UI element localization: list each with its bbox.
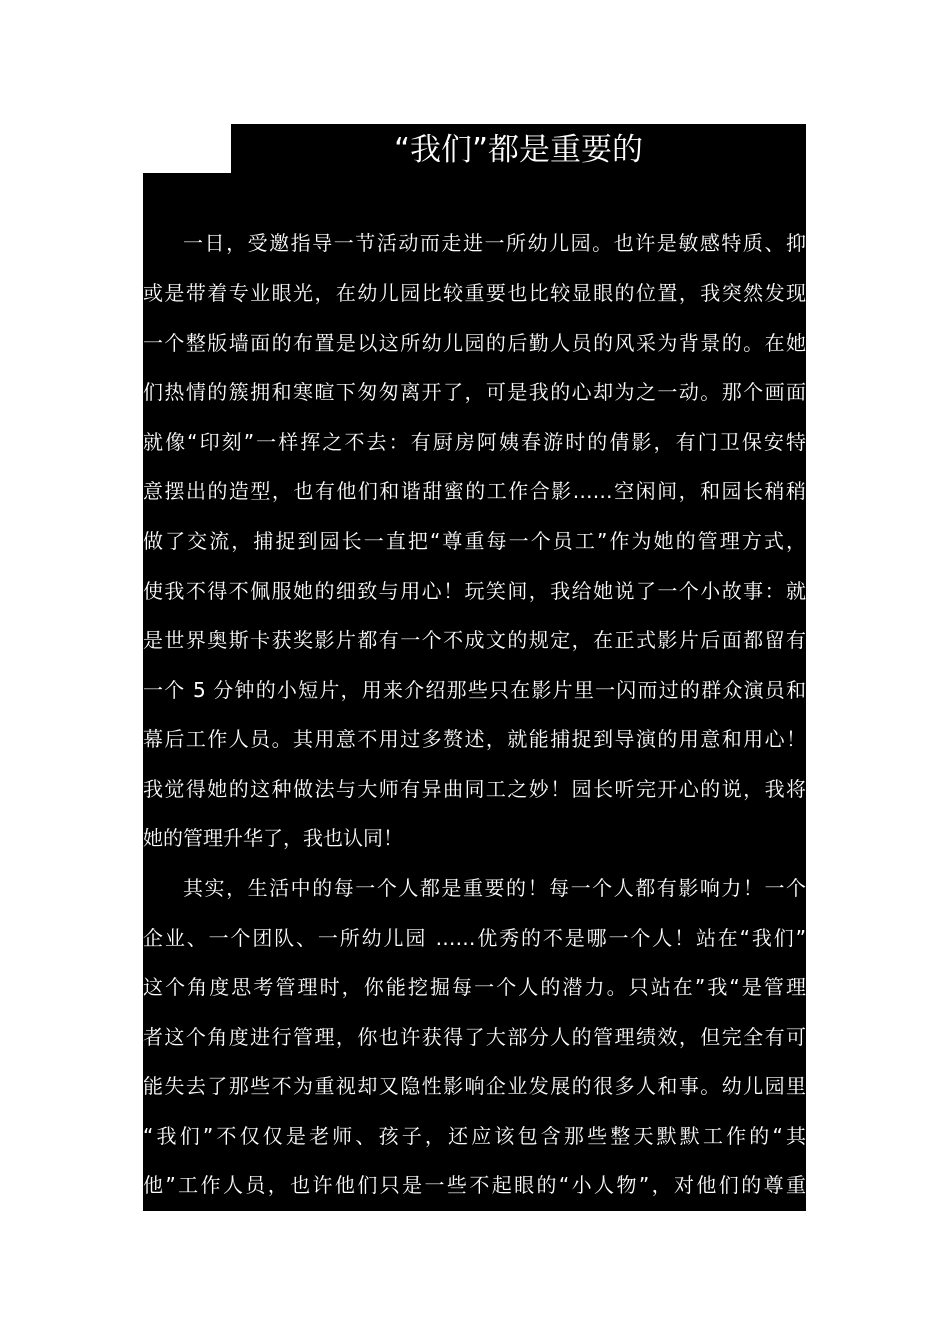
text-line: 她的管理升华了，我也认同！ xyxy=(143,826,403,850)
article-body xyxy=(143,173,806,1211)
text-line: 能失去了那些不为重视却又隐性影响企业发展的很多人和事。幼儿园里 xyxy=(143,1074,806,1098)
text-line: 或是带着专业眼光，在幼儿园比较重要也比较显眼的位置，我突然发现 xyxy=(143,281,806,305)
text-line: 做了交流，捕捉到园长一直把“尊重每一个员工”作为她的管理方式， xyxy=(143,529,806,553)
text-line: 一日，受邀指导一节活动而走进一所幼儿园。也许是敏感特质、抑 xyxy=(183,231,806,255)
title-bar xyxy=(231,124,806,173)
text-line: 其实，生活中的每一个人都是重要的！每一个人都有影响力！一个 xyxy=(183,876,806,900)
text-line: 就像“印刻”一样挥之不去：有厨房阿姨春游时的倩影，有门卫保安特 xyxy=(143,430,806,454)
text-line: 我觉得她的这种做法与大师有异曲同工之妙！园长听完开心的说，我将 xyxy=(143,777,806,801)
text-line: “我们”不仅仅是老师、孩子，还应该包含那些整天默默工作的“其 xyxy=(143,1124,806,1148)
page-title: “我们”都是重要的 xyxy=(393,132,644,168)
text-line: 是世界奥斯卡获奖影片都有一个不成文的规定，在正式影片后面都留有 xyxy=(143,628,806,652)
text-line: 幕后工作人员。其用意不用过多赘述，就能捕捉到导演的用意和用心！ xyxy=(143,727,806,751)
text-line: 一个整版墙面的布置是以这所幼儿园的后勤人员的风采为背景的。在她 xyxy=(143,331,806,355)
text-line: 使我不得不佩服她的细致与用心！玩笑间，我给她说了一个小故事：就 xyxy=(143,579,806,603)
text-line: 们热情的簇拥和寒暄下匆匆离开了，可是我的心却为之一动。那个画面 xyxy=(143,380,806,404)
text-line: 者这个角度进行管理，你也许获得了大部分人的管理绩效，但完全有可 xyxy=(143,1025,806,1049)
text-line: 一个 5 分钟的小短片，用来介绍那些只在影片里一闪而过的群众演员和 xyxy=(143,678,806,702)
text-line: 意摆出的造型，也有他们和谐甜蜜的工作合影……空闲间，和园长稍稍 xyxy=(143,479,806,503)
text-line: 他”工作人员，也许他们只是一些不起眼的“小人物”，对他们的尊重 xyxy=(143,1173,806,1197)
text-line: 这个角度思考管理时，你能挖掘每一个人的潜力。只站在”我“是管理 xyxy=(143,975,806,999)
text-line: 企业、一个团队、一所幼儿园 ……优秀的不是哪一个人！站在“我们” xyxy=(143,926,806,950)
